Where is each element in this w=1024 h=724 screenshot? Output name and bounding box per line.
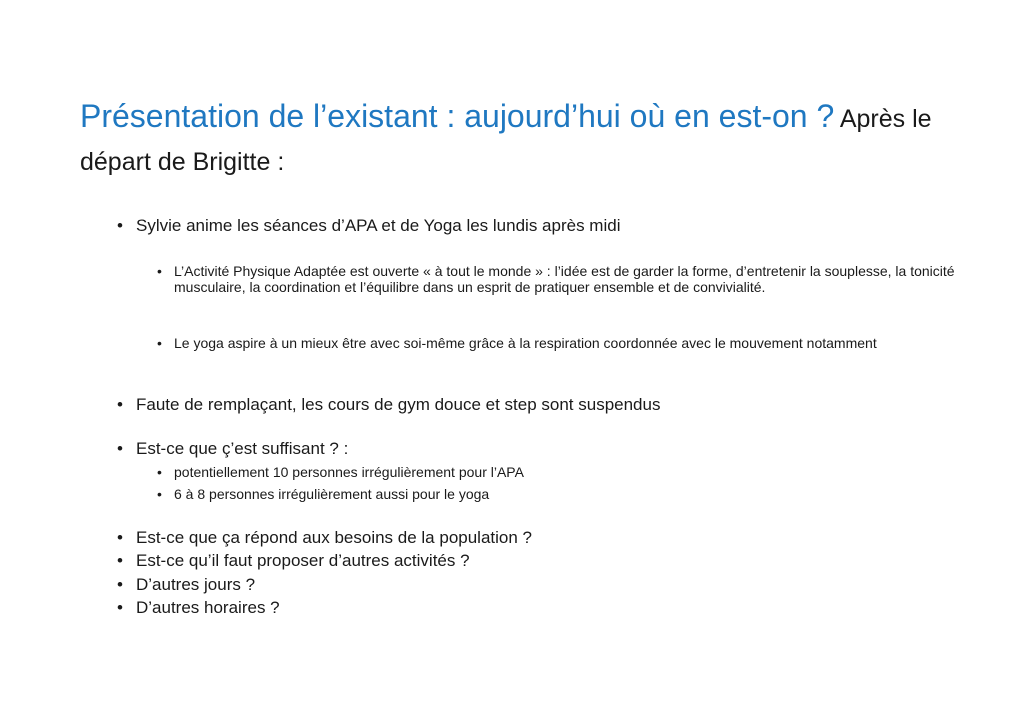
bullet-text: Est-ce que ç’est suffisant ? :: [136, 439, 349, 458]
bullet-apa-yoga: [117, 215, 817, 237]
slide-title-main: Présentation de l’existant : aujourd’hui où en est-on ?: [80, 98, 835, 134]
sub-bullet-apa-desc: [157, 263, 957, 295]
slide-title-sub: Après le départ de Brigitte :: [80, 105, 932, 176]
bullet-icon: •: [117, 439, 123, 458]
bullet-gym: [117, 394, 837, 416]
bullet-icon: •: [157, 464, 162, 480]
bullet-text: Sylvie anime les séances d’APA et de Yoga les lundis après midi: [136, 216, 621, 235]
bullet-text: L’Activité Physique Adaptée est ouverte « à tout le monde » : l’idée est de garder la forme, d’entretenir la souplesse, la tonicité musculaire, la coordination et l’équilibre dans un esprit de pratiquer ensemble et de convivialité.: [174, 263, 955, 295]
bullet-other-hours: [117, 597, 837, 619]
bullet-icon: •: [117, 395, 123, 414]
bullet-text: potentiellement 10 personnes irrégulièrement pour l’APA: [174, 464, 524, 480]
bullet-text: D’autres horaires ?: [136, 598, 280, 617]
bullet-text: 6 à 8 personnes irrégulièrement aussi pour le yoga: [174, 486, 490, 502]
bullet-text: Le yoga aspire à un mieux être avec soi-même grâce à la respiration coordonnée avec le mouvement notamment: [174, 335, 877, 351]
bullet-icon: •: [157, 335, 162, 351]
bullet-enough: [117, 438, 837, 460]
sub-bullet-apa-count: [157, 464, 857, 480]
slide-title: [80, 96, 940, 182]
bullet-text: Est-ce qu’il faut proposer d’autres activités ?: [136, 551, 470, 570]
bullet-icon: •: [117, 528, 123, 547]
bullet-icon: •: [157, 263, 162, 279]
bullet-icon: •: [117, 575, 123, 594]
bullet-icon: •: [117, 216, 123, 235]
sub-bullet-yoga-count: [157, 486, 857, 502]
bullet-text: Faute de remplaçant, les cours de gym douce et step sont suspendus: [136, 395, 661, 414]
bullet-icon: •: [117, 551, 123, 570]
bullet-text: Est-ce que ça répond aux besoins de la population ?: [136, 528, 532, 547]
bullet-other-activities: [117, 550, 837, 572]
bullet-needs: [117, 527, 837, 549]
bullet-icon: •: [117, 598, 123, 617]
bullet-icon: •: [157, 486, 162, 502]
bullet-text: D’autres jours ?: [136, 575, 256, 594]
bullet-other-days: [117, 574, 837, 596]
sub-bullet-yoga-desc: [157, 335, 937, 351]
